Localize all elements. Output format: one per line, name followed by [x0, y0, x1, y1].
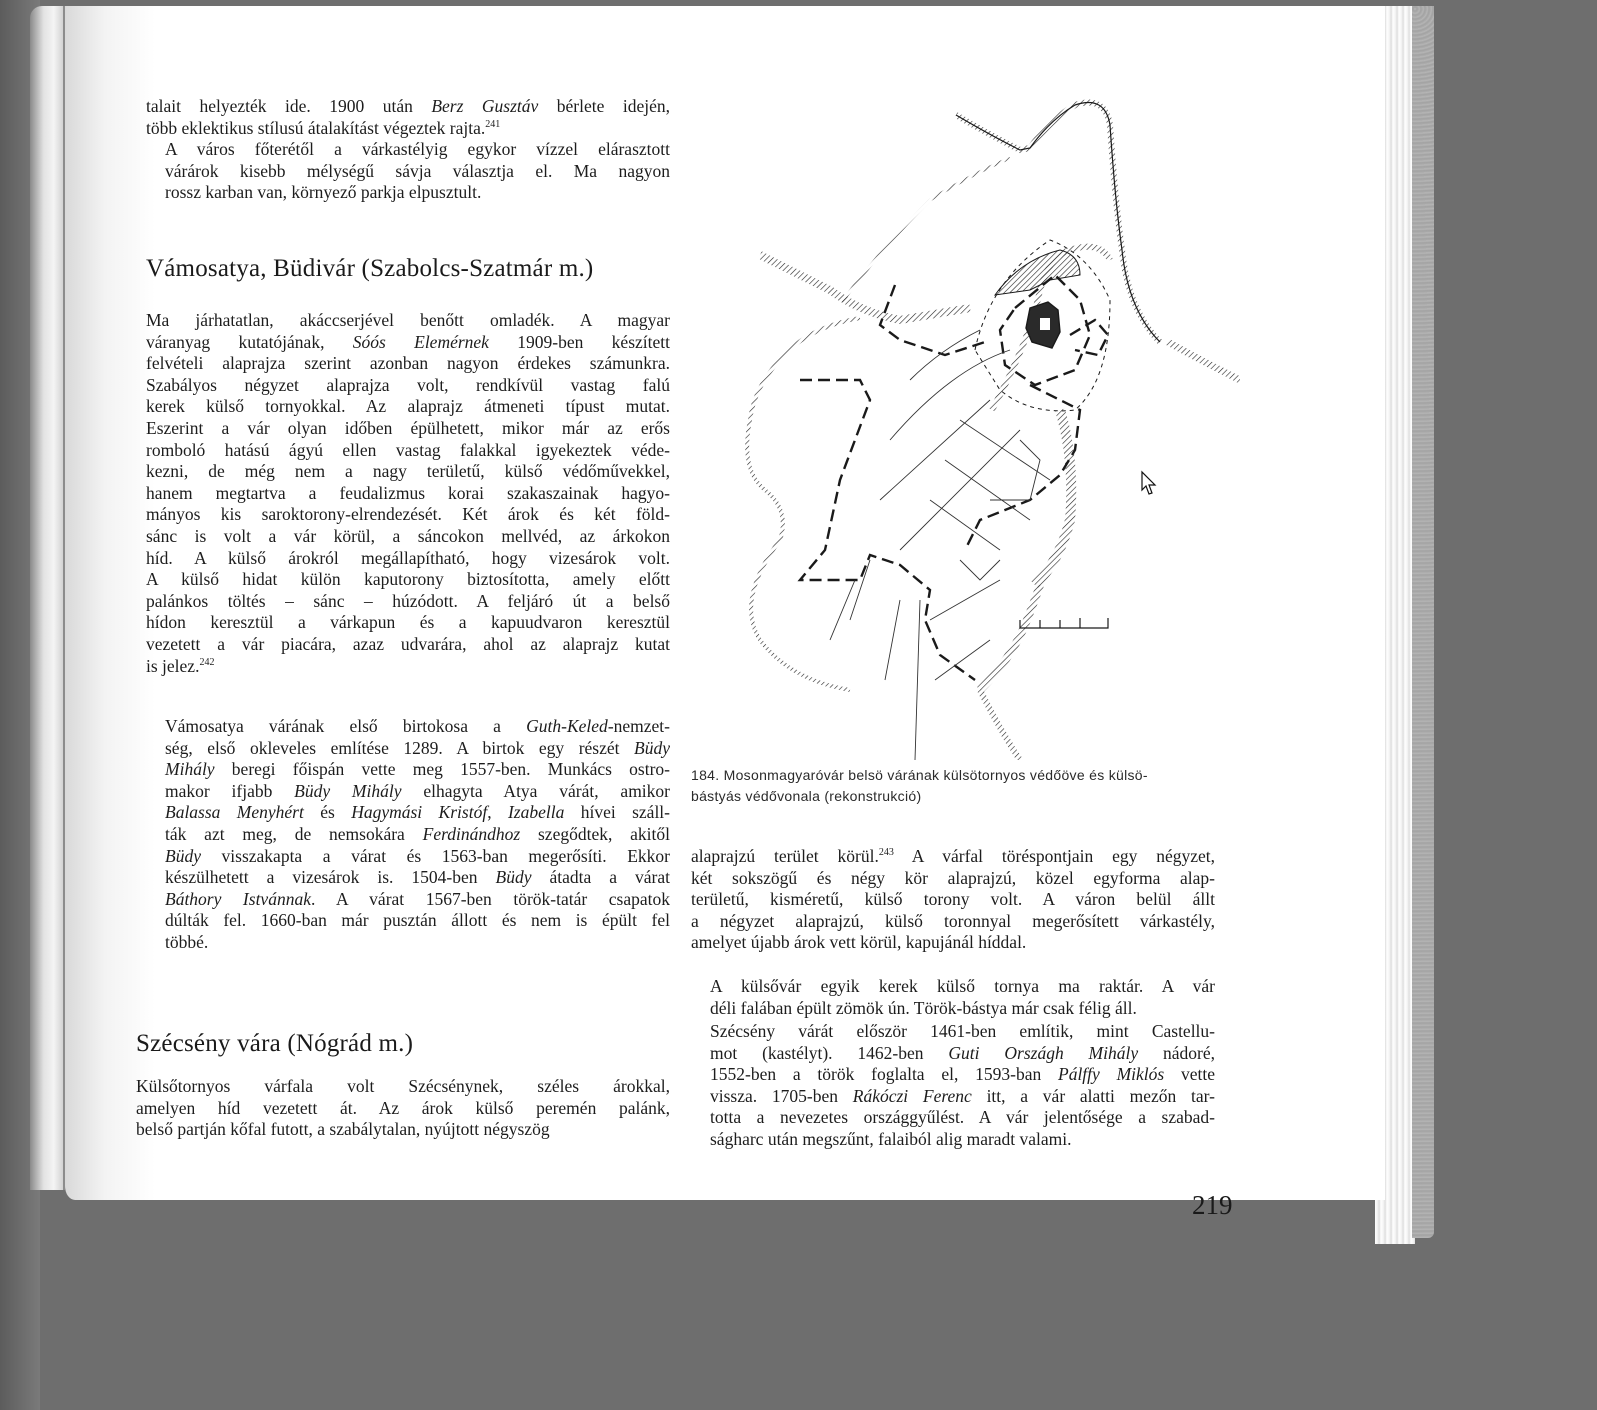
text-line: [146, 418, 670, 440]
text-line: [691, 846, 1215, 868]
text-run: ség, első okleveles említése 1289. A birtok egy részét: [165, 737, 635, 758]
vamosatya-paragraph-2: [146, 716, 670, 954]
mouse-pointer-icon: [1140, 470, 1158, 498]
text-run: váranyag kutatójának,: [146, 331, 353, 352]
text-run: mot (kastélyt). 1462-ben: [710, 1042, 949, 1063]
text-line: [146, 96, 670, 118]
text-line: [146, 867, 670, 889]
text-run: makor ifjabb: [165, 780, 295, 801]
right-continuation-paragraph: [691, 846, 1215, 954]
text-line: [146, 118, 670, 140]
river-north: [956, 103, 1160, 343]
italic-name: Guth-Keled: [526, 716, 608, 736]
text-run: totta a nevezetes országgyűlést. A vár jelentősége a szabad-: [710, 1107, 1215, 1128]
text-run: vissza. 1705-ben: [710, 1085, 853, 1106]
text-line: [146, 889, 670, 911]
text-run: hídon keresztül a várkapun és a kapuudvaron keresztül: [146, 612, 670, 633]
spine-gutter-line: [63, 6, 65, 1190]
river-east: [1168, 342, 1240, 380]
text-run: is jelez.: [146, 655, 200, 676]
text-run: átadta a várat: [531, 867, 670, 888]
text-run: A város főterétől a várkastélyig egykor vízzel elárasztott: [165, 139, 670, 159]
text-line: [146, 910, 670, 932]
right-paragraph-2: [691, 976, 1215, 1019]
text-line: [146, 932, 670, 954]
text-run: Szécsény várát először 1461-ben említik, mint Castellu-: [710, 1021, 1215, 1041]
italic-name: Mihály: [165, 759, 215, 780]
text-line: [146, 716, 670, 738]
text-run: 1909-ben készített: [488, 331, 670, 352]
text-run: belső partján kőfal futott, a szabálytalan, nyújtott négyszög: [136, 1119, 550, 1140]
italic-name: Ferdinándhoz: [422, 823, 521, 844]
text-run: talait helyezték ide. 1900 után: [146, 96, 432, 116]
section-heading-vamosatya: Vámosatya, Büdivár (Szabolcs-Szatmár m.): [146, 255, 594, 282]
szecseny-paragraph-1: [136, 1076, 670, 1141]
caption-line-2: bástyás védővonala (rekonstrukció): [691, 788, 922, 804]
italic-name: Büdy Mihály: [294, 780, 402, 801]
text-run: területű, kisméretű, külső torony volt. A váron belül állt: [691, 889, 1215, 910]
text-run: felvételi alaprajza szerint azonban nagyon érdekes számunkra.: [146, 353, 670, 374]
text-line: [146, 332, 670, 354]
river-loop: [747, 318, 860, 690]
text-run: vezetett a vár piacára, azaz udvarára, ahol az alaprajz kutat: [146, 633, 670, 654]
text-line: [146, 526, 670, 548]
text-run: alaprajzú terület körül.: [691, 846, 879, 866]
text-run: amelyen híd vezetett át. Az árok külső peremén palánk,: [136, 1097, 670, 1118]
text-line: [146, 310, 670, 332]
text-run: beregi főispán vette meg 1557-ben. Munkács ostro-: [214, 759, 670, 780]
section-heading-szecseny: Szécsény vára (Nógrád m.): [136, 1030, 414, 1057]
text-run: palánkos töltés – sánc – húzódott. A feljáró út a belső: [146, 590, 670, 611]
text-line: [146, 353, 670, 375]
text-run: híd. A külső árokról megállapítható, hogy vizesárok volt.: [146, 547, 670, 568]
text-line: [146, 483, 670, 505]
text-run: dúlták fel. 1660-ban már pusztán állott és nem is épült fel: [165, 910, 670, 931]
text-run: vette: [1164, 1064, 1215, 1085]
text-run: romboló hatású ágyú ellen vastag falakkal igyekeztek véde-: [146, 439, 670, 460]
text-line: [691, 998, 1215, 1020]
text-run: A külső hidat külön kaputorony biztosította, amely előtt: [146, 569, 670, 590]
text-run: Vámosatya várának első birtokosa a: [165, 716, 527, 736]
text-line: [691, 1086, 1215, 1108]
text-run: itt, a vár alatti mezőn tar-: [971, 1085, 1215, 1106]
bastion-line-west: [800, 380, 975, 680]
italic-name: Pálffy Miklós: [1058, 1064, 1165, 1085]
text-run: várárok kisebb mélységű sávja választja el. Ma nagyon: [165, 160, 670, 181]
italic-name: Sóós Elemérnek: [352, 331, 489, 352]
italic-name: Rákóczi Ferenc: [852, 1085, 972, 1106]
text-run: ságharc után megszűnt, falaiból alig maradt valami.: [710, 1128, 1072, 1149]
text-run: Ma járhatatlan, akáccserjével benőtt omladék. A magyar: [146, 310, 670, 330]
text-line: [146, 569, 670, 591]
text-line: [136, 1076, 670, 1098]
text-run: visszakapta a várat és 1563-ban megerősíti. Ekkor: [200, 845, 670, 866]
italic-name: Izabella: [507, 802, 565, 823]
text-line: [146, 139, 670, 161]
river-west: [760, 255, 970, 320]
italic-name: Berz Gusztáv: [431, 96, 539, 116]
text-line: [691, 889, 1215, 911]
text-line: [146, 461, 670, 483]
text-run: ,: [487, 802, 508, 823]
footnote-ref: 242: [199, 656, 215, 668]
text-line: [146, 802, 670, 824]
text-line: [691, 1043, 1215, 1065]
text-line: [691, 932, 1215, 954]
italic-name: Guti Országh Mihály: [948, 1042, 1139, 1063]
caption-line-1: 184. Mosonmagyaróvár belsö várának külsötornyos védőöve és külsö-: [691, 767, 1148, 783]
text-run: nádoré,: [1138, 1042, 1215, 1063]
text-line: [146, 591, 670, 613]
text-line: [146, 182, 670, 204]
italic-name: Büdy: [165, 845, 201, 866]
text-run: hanem megtartva a feudalizmus korai szakaszainak hagyo-: [146, 482, 670, 503]
text-line: [146, 846, 670, 868]
italic-name: Büdy: [634, 737, 670, 758]
text-run: és: [303, 802, 352, 823]
text-line: [146, 504, 670, 526]
italic-name: Hagymási Kristóf: [351, 802, 488, 823]
text-line: [146, 634, 670, 656]
text-run: mányos kis saroktorony-elrendezését. Két árok és két föld-: [146, 504, 670, 525]
italic-name: Báthory Istvánnak: [165, 888, 311, 909]
text-line: [146, 759, 670, 781]
text-line: [691, 1021, 1215, 1043]
italic-name: Balassa Menyhért: [165, 802, 304, 823]
text-run: rossz karban van, környező parkja elpusztult.: [165, 182, 482, 203]
text-line: [146, 548, 670, 570]
right-paragraph-3: [691, 1021, 1215, 1151]
second-paragraph: [146, 139, 670, 204]
text-line: [146, 375, 670, 397]
text-run: készülhetett a vizesárok is. 1504-ben: [165, 867, 496, 888]
text-run: elhagyta Atya várát, amikor: [401, 780, 670, 801]
text-line: [691, 1107, 1215, 1129]
text-run: bérlete idején,: [538, 96, 670, 116]
italic-name: Büdy: [495, 867, 532, 888]
book-edge: [1412, 6, 1434, 1238]
text-line: [146, 824, 670, 846]
text-run: amelyet újabb árok vett körül, kapujánál híddal.: [691, 932, 1027, 953]
text-run: sánc is volt a vár körül, a sáncokon mellvéd, az árkokon: [146, 525, 670, 546]
text-run: Szabályos négyzet alaprajza volt, rendkívül vastag falú: [146, 374, 670, 395]
scale-bar: [1020, 618, 1108, 628]
text-run: Eszerint a vár olyan időben épülhetett, mikor már az erős: [146, 417, 670, 438]
text-run: A külsővár egyik kerek külső tornya ma raktár. A vár: [710, 976, 1215, 996]
text-line: [691, 976, 1215, 998]
vamosatya-paragraph-1: [146, 310, 670, 677]
text-run: A várfal töréspontjain egy négyzet,: [893, 846, 1215, 866]
text-line: [146, 781, 670, 803]
text-line: [136, 1098, 670, 1120]
footnote-ref: 243: [878, 847, 894, 858]
text-line: [146, 738, 670, 760]
text-run: -nemzet-: [607, 716, 670, 736]
figure-caption: [691, 765, 1251, 807]
text-run: déli falában épült zömök ún. Török-bástya már csak félig áll.: [710, 997, 1137, 1018]
text-run: Külsőtornyos várfala volt Szécsénynek, széles árokkal,: [136, 1076, 670, 1096]
text-line: [146, 396, 670, 418]
text-run: kezni, de még nem a nagy területű, külső védőművekkel,: [146, 461, 670, 482]
text-run: ták azt meg, de nemsokára: [165, 823, 423, 844]
text-line: [691, 868, 1215, 890]
text-line: [691, 1129, 1215, 1151]
text-run: . A várat 1567-ben török-tatár csapatok: [310, 888, 671, 909]
text-run: szegődtek, akitől: [520, 823, 671, 844]
text-line: [146, 440, 670, 462]
page-number: 219: [1192, 1190, 1233, 1220]
text-line: [136, 1119, 670, 1141]
text-run: kerek külső tornyokkal. Az alaprajz átmeneti típust mutat.: [146, 396, 670, 417]
text-run: a négyzet alaprajzú, külső toronnyal megerősített várkastély,: [691, 910, 1215, 931]
text-run: két sokszögű és négy kör alaprajzú, közel egyforma alap-: [691, 867, 1215, 888]
intro-paragraph: [146, 96, 670, 139]
text-run: hívei száll-: [564, 802, 670, 823]
book-spine: [30, 6, 64, 1190]
text-line: [146, 656, 670, 678]
text-line: [691, 911, 1215, 933]
text-line: [146, 161, 670, 183]
moat-east: [1035, 410, 1071, 585]
text-run: 1552-ben a török foglalta el, 1593-ban: [710, 1064, 1058, 1085]
text-line: [691, 1064, 1215, 1086]
text-line: [146, 612, 670, 634]
text-run: több eklektikus stílusú átalakítást végeztek rajta.: [146, 117, 486, 138]
castle-plan-map: [730, 80, 1240, 760]
footnote-ref: 241: [485, 118, 501, 130]
text-run: többé.: [165, 931, 209, 952]
